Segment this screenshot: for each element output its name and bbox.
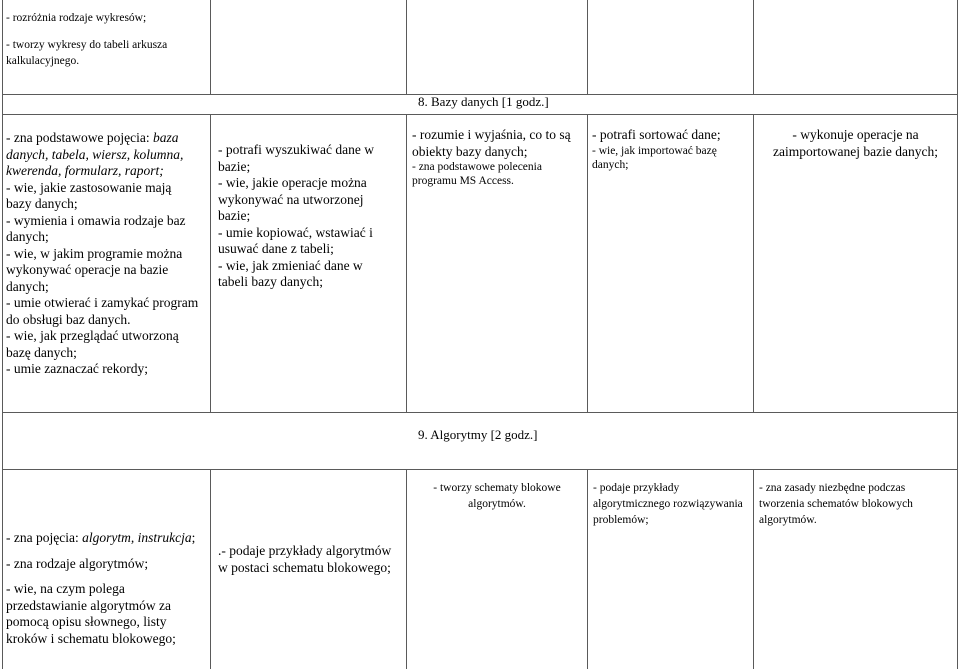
text-line: - podaje przykłady [593,482,680,494]
text-line: - wie, w jakim programie można [6,245,183,261]
text-line: - umie kopiować, wstawiać i [218,224,373,240]
text-line: kwerenda, formularz, raport; [6,163,164,178]
text-line: do obsługi baz danych. [6,311,131,327]
text-line: - wie, jak importować bazę [592,144,717,157]
text-line: obiekty bazy danych; [412,143,528,159]
text-line: - rozróżnia rodzaje wykresów; [6,12,147,24]
column-divider-3 [587,114,588,412]
text-line: przedstawianie algorytmów za [6,597,171,613]
text-line: - zna rodzaje algorytmów; [6,555,149,571]
text-line: wykonywać na utworzonej [218,191,364,207]
text-line: tworzenia schematów blokowych [759,498,913,510]
text-line: - zna pojęcia: algorytm, instrukcja; [6,530,196,545]
algorithms-col-1 [6,530,208,647]
text-line: - wykonuje operacje na [792,127,919,142]
text-line: bazie; [218,158,251,174]
text-line: problemów; [593,514,649,526]
text-line: bazę danych; [6,344,77,360]
text-line: - umie zaznaczać rekordy; [6,361,149,376]
section-title-databases: 8. Bazy danych [1 godz.] [418,94,549,109]
column-divider-3 [587,469,588,669]
algorithms-col-5 [759,480,955,528]
row-divider [2,469,958,470]
text-line: kalkulacyjnego. [6,55,80,67]
text-line: danych; [592,158,629,171]
text-line: - tworzy schematy blokowe [433,482,561,494]
algorithms-col-2 [218,543,404,576]
text-line: algorytmów. [468,498,526,510]
text-line: algorytmów. [759,514,817,526]
databases-col-4 [592,127,752,172]
table-border-left [2,0,3,669]
text-line: - zna zasady niezbędne podczas [759,482,906,494]
text-line: - rozumie i wyjaśnia, co to są [412,127,571,142]
column-divider-2 [406,0,407,94]
text-line: - tworzy wykresy do tabeli arkusza [6,39,168,51]
column-divider-1 [210,469,211,669]
section-title-algorithms: 9. Algorytmy [2 godz.] [418,427,538,442]
text-line: bazy danych; [6,196,78,211]
databases-col-5 [754,127,957,160]
column-divider-4 [753,469,754,669]
text-line: - potrafi wyszukiwać dane w [218,142,374,157]
column-divider-4 [753,0,754,94]
text-line: algorytmicznego rozwiązywania [593,498,743,510]
row-divider [2,114,958,115]
text-line: kroków i schematu blokowego; [6,630,176,646]
text-line: zaimportowanej bazie danych; [773,143,938,159]
text-line: - wie, jakie operacje można [218,175,367,190]
text-line: - wie, na czym polega [6,581,125,596]
text-line: wykonywać operacje na bazie [6,262,169,277]
text-line: - wie, jakie zastosowanie mają [6,179,172,195]
top-left-cell [6,10,206,69]
column-divider-1 [210,0,211,94]
text-line: programu MS Access. [412,175,514,187]
text-line: - wymienia i omawia rodzaje baz [6,212,186,228]
algorithms-col-4 [593,480,751,528]
text-line: danych, tabela, wiersz, kolumna, [6,146,184,162]
table-border-right [957,0,958,669]
text-line: - zna podstawowe polecenia [412,161,542,173]
text-line: w postaci schematu blokowego; [218,559,391,575]
text-line: bazie; [218,208,251,223]
databases-col-2 [218,142,404,291]
text-line: danych; [6,278,49,294]
text-line: tabeli bazy danych; [218,274,323,289]
column-divider-1 [210,114,211,412]
text-line: pomocą opisu słownego, listy [6,614,167,629]
text-line: .- podaje przykłady algorytmów [218,543,392,558]
text-line: - wie, jak przeglądać utworzoną [6,328,179,343]
column-divider-3 [587,0,588,94]
text-line: - potrafi sortować dane; [592,127,721,142]
text-line: usuwać dane z tabeli; [218,241,334,256]
row-divider [2,412,958,413]
column-divider-2 [406,114,407,412]
text-line: - zna podstawowe pojęcia: baza [6,130,179,145]
algorithms-col-3 [407,480,587,512]
text-line: danych; [6,229,49,244]
databases-col-3 [412,127,586,188]
text-line: - wie, jak zmieniać dane w [218,257,363,273]
text-line: - umie otwierać i zamykać program [6,295,199,310]
databases-col-1 [6,130,208,378]
